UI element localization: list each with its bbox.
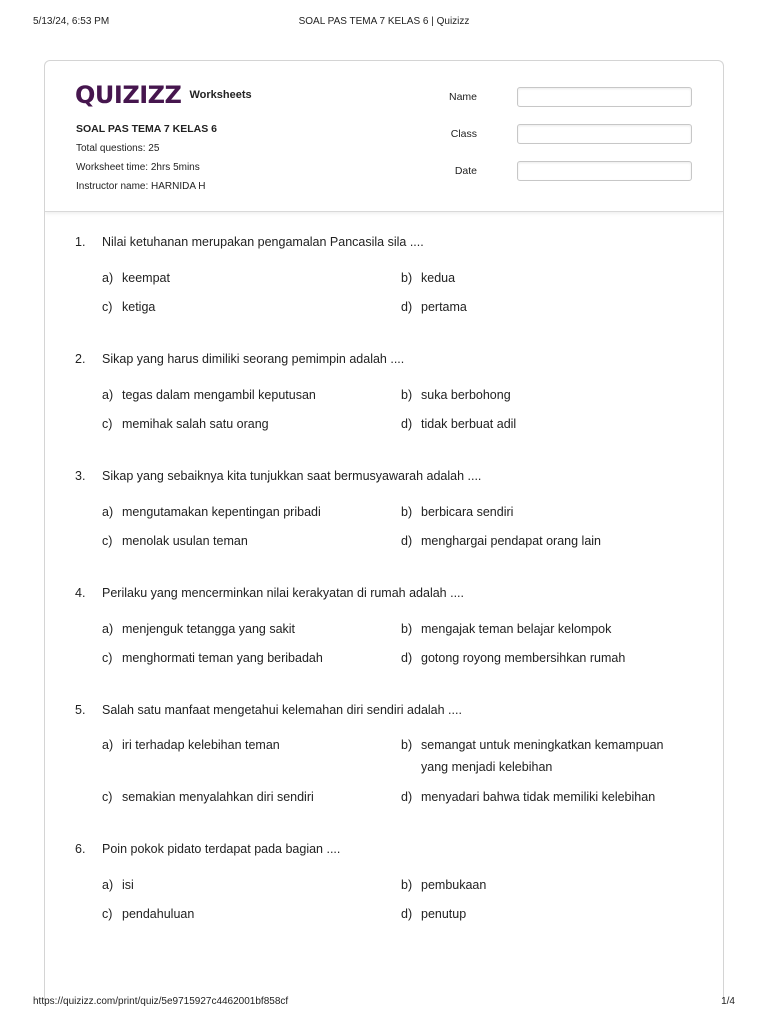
- option-text: suka berbohong: [421, 388, 511, 402]
- option-label: b): [401, 878, 413, 892]
- option-text: gotong royong membersihkan rumah: [421, 651, 626, 665]
- option-text: semakian menyalahkan diri sendiri: [122, 790, 314, 804]
- option-label: a): [102, 505, 114, 519]
- option-text: kedua: [421, 271, 456, 285]
- option-label: d): [401, 651, 413, 665]
- class-field-row: [450, 124, 692, 146]
- print-header: [33, 16, 735, 30]
- option-c: [102, 786, 392, 808]
- worksheet-header: [45, 61, 723, 212]
- option-text: tidak berbuat adil: [421, 417, 517, 431]
- question-number: 5.: [75, 703, 86, 717]
- option-d: [401, 530, 691, 552]
- instructor-name: Instructor name: HARNIDA H: [76, 181, 206, 192]
- option-label: b): [401, 388, 413, 402]
- date-field-row: [454, 161, 692, 183]
- option-b: [401, 874, 691, 896]
- name-field[interactable]: [517, 87, 692, 107]
- option-d: [401, 903, 691, 925]
- option-label: a): [102, 388, 114, 402]
- print-footer: [33, 996, 735, 1010]
- class-label: Class: [450, 128, 477, 140]
- option-c: [102, 903, 392, 925]
- option-text: menjenguk tetangga yang sakit: [122, 622, 296, 636]
- option-text: mengajak teman belajar kelompok: [421, 622, 612, 636]
- print-url: https://quizizz.com/print/quiz/5e9715927c4462001bf858cf: [33, 996, 289, 1007]
- option-label: c): [102, 790, 113, 804]
- option-c: [102, 296, 392, 318]
- worksheet-title: SOAL PAS TEMA 7 KELAS 6: [76, 123, 217, 135]
- option-label: a): [102, 271, 114, 285]
- option-text: berbicara sendiri: [421, 505, 514, 519]
- option-label: b): [401, 622, 413, 636]
- option-text: memihak salah satu orang: [122, 417, 269, 431]
- option-text: menghormati teman yang beribadah: [122, 651, 323, 665]
- worksheet-meta: [76, 120, 217, 196]
- option-label: b): [401, 738, 413, 752]
- question-number: 2.: [75, 352, 86, 366]
- name-label: Name: [448, 91, 477, 103]
- option-text: semangat untuk meningkatkan kemampuan yang menjadi kelebihan: [421, 738, 664, 774]
- option-label: a): [102, 622, 114, 636]
- print-datetime: 5/13/24, 6:53 PM: [33, 16, 110, 27]
- option-text: penutup: [421, 907, 467, 921]
- option-b: [401, 734, 691, 778]
- option-text: ketiga: [122, 300, 156, 314]
- option-label: d): [401, 534, 413, 548]
- option-text: menyadari bahwa tidak memiliki kelebihan: [421, 790, 656, 804]
- option-a: [102, 734, 392, 756]
- option-text: menghargai pendapat orang lain: [421, 534, 601, 548]
- quizizz-logo: [75, 81, 252, 107]
- question-number: 4.: [75, 586, 86, 600]
- question-text: Salah satu manfaat mengetahui kelemahan diri sendiri adalah ....: [102, 703, 462, 717]
- option-text: keempat: [122, 271, 170, 285]
- worksheet-time: Worksheet time: 2hrs 5mins: [76, 162, 200, 173]
- name-field-row: [448, 87, 692, 109]
- option-d: [401, 786, 691, 808]
- option-b: [401, 618, 691, 640]
- question-number: 6.: [75, 842, 86, 856]
- question-number: 3.: [75, 469, 86, 483]
- print-title: SOAL PAS TEMA 7 KELAS 6 | Quizizz: [298, 16, 470, 27]
- question-number: 1.: [75, 235, 86, 249]
- option-d: [401, 647, 691, 669]
- option-a: [102, 501, 392, 523]
- question-text: Sikap yang harus dimiliki seorang pemimpin adalah ....: [102, 352, 405, 366]
- option-label: b): [401, 271, 413, 285]
- option-label: d): [401, 790, 413, 804]
- option-a: [102, 618, 392, 640]
- date-label: Date: [454, 165, 477, 177]
- option-label: d): [401, 417, 413, 431]
- brand-logo-text: QUIZIZZ: [75, 81, 182, 109]
- option-a: [102, 874, 392, 896]
- option-c: [102, 647, 392, 669]
- option-d: [401, 413, 691, 435]
- option-text: tegas dalam mengambil keputusan: [122, 388, 316, 402]
- class-field[interactable]: [517, 124, 692, 144]
- option-a: [102, 267, 392, 289]
- page-number: 1/4: [721, 996, 735, 1007]
- option-text: iri terhadap kelebihan teman: [122, 738, 280, 752]
- option-label: c): [102, 907, 113, 921]
- question-text: Perilaku yang mencerminkan nilai kerakyatan di rumah adalah ....: [102, 586, 464, 600]
- option-b: [401, 501, 691, 523]
- date-field[interactable]: [517, 161, 692, 181]
- option-c: [102, 413, 392, 435]
- option-text: mengutamakan kepentingan pribadi: [122, 505, 321, 519]
- option-label: d): [401, 907, 413, 921]
- option-text: pertama: [421, 300, 467, 314]
- option-label: c): [102, 417, 113, 431]
- option-text: pendahuluan: [122, 907, 195, 921]
- option-label: c): [102, 300, 113, 314]
- option-text: isi: [122, 878, 134, 892]
- option-text: menolak usulan teman: [122, 534, 248, 548]
- brand-subtitle: Worksheets: [189, 89, 252, 101]
- question-text: Sikap yang sebaiknya kita tunjukkan saat bermusyawarah adalah ....: [102, 469, 482, 483]
- option-b: [401, 267, 691, 289]
- option-b: [401, 384, 691, 406]
- option-label: c): [102, 534, 113, 548]
- total-questions: Total questions: 25: [76, 143, 160, 154]
- option-a: [102, 384, 392, 406]
- option-label: a): [102, 878, 114, 892]
- option-text: pembukaan: [421, 878, 487, 892]
- option-label: d): [401, 300, 413, 314]
- option-label: a): [102, 738, 114, 752]
- option-label: b): [401, 505, 413, 519]
- option-c: [102, 530, 392, 552]
- question-text: Nilai ketuhanan merupakan pengamalan Pancasila sila ....: [102, 235, 424, 249]
- option-d: [401, 296, 691, 318]
- question-text: Poin pokok pidato terdapat pada bagian ....: [102, 842, 341, 856]
- worksheet-page: [44, 60, 724, 1000]
- option-label: c): [102, 651, 113, 665]
